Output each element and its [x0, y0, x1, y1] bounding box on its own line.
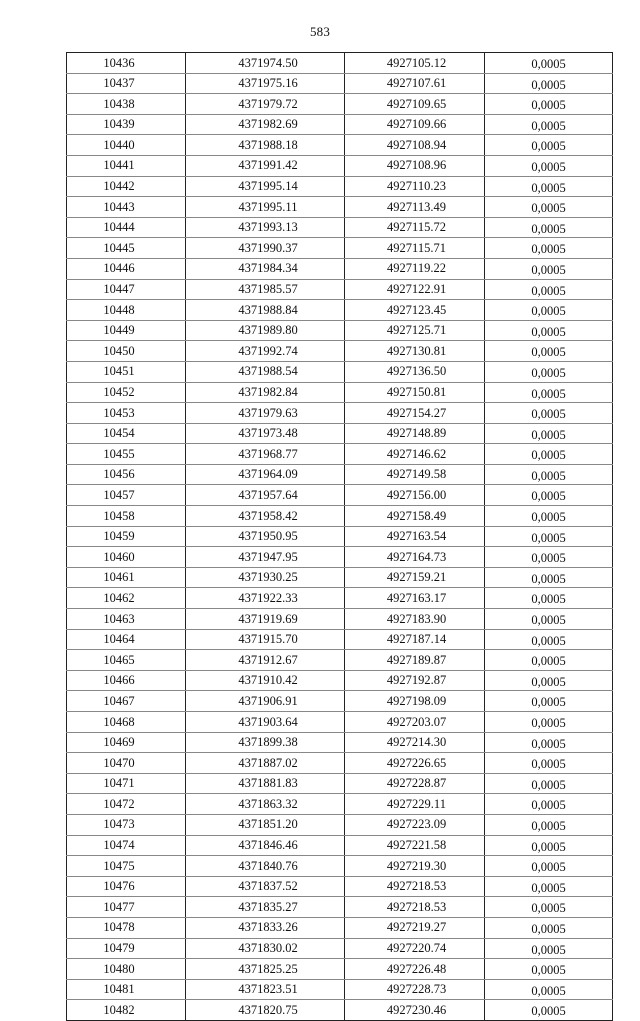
- point-number-cell: 10463: [67, 609, 186, 630]
- tolerance-cell: 0,0005: [485, 423, 613, 444]
- tolerance-cell: 0,0005: [485, 73, 613, 94]
- table-row: [67, 506, 613, 527]
- point-number-cell: 10449: [67, 320, 186, 341]
- x-coordinate-cell: 4371988.84: [186, 300, 345, 321]
- tolerance-cell: 0,0005: [485, 320, 613, 341]
- tolerance-cell: 0,0005: [485, 856, 613, 877]
- y-coordinate-cell: 4927154.27: [345, 403, 485, 424]
- tolerance-cell: 0,0005: [485, 94, 613, 115]
- tolerance-cell: 0,0005: [485, 444, 613, 465]
- y-coordinate-cell: 4927159.21: [345, 567, 485, 588]
- tolerance-cell: 0,0005: [485, 155, 613, 176]
- x-coordinate-cell: 4371820.75: [186, 1000, 345, 1021]
- x-coordinate-cell: 4371846.46: [186, 835, 345, 856]
- y-coordinate-cell: 4927192.87: [345, 670, 485, 691]
- point-number-cell: 10476: [67, 876, 186, 897]
- tolerance-cell: 0,0005: [485, 712, 613, 733]
- point-number-cell: 10451: [67, 361, 186, 382]
- x-coordinate-cell: 4371910.42: [186, 670, 345, 691]
- x-coordinate-cell: 4371979.72: [186, 94, 345, 115]
- table-row: [67, 547, 613, 568]
- x-coordinate-cell: 4371989.80: [186, 320, 345, 341]
- table-row: [67, 485, 613, 506]
- tolerance-cell: 0,0005: [485, 176, 613, 197]
- x-coordinate-cell: 4371912.67: [186, 650, 345, 671]
- y-coordinate-cell: 4927108.96: [345, 155, 485, 176]
- tolerance-cell: 0,0005: [485, 897, 613, 918]
- y-coordinate-cell: 4927219.27: [345, 917, 485, 938]
- x-coordinate-cell: 4371915.70: [186, 629, 345, 650]
- table-row: [67, 94, 613, 115]
- y-coordinate-cell: 4927164.73: [345, 547, 485, 568]
- y-coordinate-cell: 4927221.58: [345, 835, 485, 856]
- y-coordinate-cell: 4927189.87: [345, 650, 485, 671]
- tolerance-cell: 0,0005: [485, 753, 613, 774]
- tolerance-cell: 0,0005: [485, 691, 613, 712]
- tolerance-cell: 0,0005: [485, 588, 613, 609]
- x-coordinate-cell: 4371835.27: [186, 897, 345, 918]
- table-row: [67, 959, 613, 980]
- table-row: [67, 464, 613, 485]
- tolerance-cell: 0,0005: [485, 217, 613, 238]
- tolerance-cell: 0,0005: [485, 361, 613, 382]
- point-number-cell: 10460: [67, 547, 186, 568]
- coordinates-table: [66, 52, 613, 1021]
- table-row: [67, 938, 613, 959]
- coordinates-table-body: [67, 53, 613, 1021]
- tolerance-cell: 0,0005: [485, 650, 613, 671]
- table-row: [67, 444, 613, 465]
- tolerance-cell: 0,0005: [485, 485, 613, 506]
- point-number-cell: 10481: [67, 979, 186, 1000]
- tolerance-cell: 0,0005: [485, 526, 613, 547]
- coordinates-table-container: [66, 52, 612, 1021]
- point-number-cell: 10439: [67, 114, 186, 135]
- y-coordinate-cell: 4927119.22: [345, 258, 485, 279]
- x-coordinate-cell: 4371975.16: [186, 73, 345, 94]
- tolerance-cell: 0,0005: [485, 300, 613, 321]
- x-coordinate-cell: 4371887.02: [186, 753, 345, 774]
- tolerance-cell: 0,0005: [485, 382, 613, 403]
- x-coordinate-cell: 4371840.76: [186, 856, 345, 877]
- point-number-cell: 10447: [67, 279, 186, 300]
- table-row: [67, 814, 613, 835]
- point-number-cell: 10471: [67, 773, 186, 794]
- y-coordinate-cell: 4927158.49: [345, 506, 485, 527]
- x-coordinate-cell: 4371837.52: [186, 876, 345, 897]
- x-coordinate-cell: 4371823.51: [186, 979, 345, 1000]
- point-number-cell: 10441: [67, 155, 186, 176]
- x-coordinate-cell: 4371991.42: [186, 155, 345, 176]
- y-coordinate-cell: 4927130.81: [345, 341, 485, 362]
- y-coordinate-cell: 4927122.91: [345, 279, 485, 300]
- x-coordinate-cell: 4371985.57: [186, 279, 345, 300]
- tolerance-cell: 0,0005: [485, 258, 613, 279]
- point-number-cell: 10472: [67, 794, 186, 815]
- x-coordinate-cell: 4371957.64: [186, 485, 345, 506]
- x-coordinate-cell: 4371899.38: [186, 732, 345, 753]
- point-number-cell: 10444: [67, 217, 186, 238]
- x-coordinate-cell: 4371851.20: [186, 814, 345, 835]
- x-coordinate-cell: 4371825.25: [186, 959, 345, 980]
- x-coordinate-cell: 4371958.42: [186, 506, 345, 527]
- table-row: [67, 320, 613, 341]
- table-row: [67, 300, 613, 321]
- tolerance-cell: 0,0005: [485, 114, 613, 135]
- x-coordinate-cell: 4371982.69: [186, 114, 345, 135]
- point-number-cell: 10446: [67, 258, 186, 279]
- y-coordinate-cell: 4927156.00: [345, 485, 485, 506]
- table-row: [67, 670, 613, 691]
- point-number-cell: 10461: [67, 567, 186, 588]
- table-row: [67, 73, 613, 94]
- x-coordinate-cell: 4371833.26: [186, 917, 345, 938]
- y-coordinate-cell: 4927110.23: [345, 176, 485, 197]
- x-coordinate-cell: 4371982.84: [186, 382, 345, 403]
- y-coordinate-cell: 4927149.58: [345, 464, 485, 485]
- tolerance-cell: 0,0005: [485, 670, 613, 691]
- table-row: [67, 1000, 613, 1021]
- table-row: [67, 53, 613, 74]
- tolerance-cell: 0,0005: [485, 567, 613, 588]
- table-row: [67, 856, 613, 877]
- tolerance-cell: 0,0005: [485, 938, 613, 959]
- table-row: [67, 382, 613, 403]
- table-row: [67, 712, 613, 733]
- x-coordinate-cell: 4371830.02: [186, 938, 345, 959]
- point-number-cell: 10443: [67, 197, 186, 218]
- y-coordinate-cell: 4927109.66: [345, 114, 485, 135]
- table-row: [67, 917, 613, 938]
- y-coordinate-cell: 4927109.65: [345, 94, 485, 115]
- point-number-cell: 10464: [67, 629, 186, 650]
- y-coordinate-cell: 4927146.62: [345, 444, 485, 465]
- x-coordinate-cell: 4371995.14: [186, 176, 345, 197]
- point-number-cell: 10479: [67, 938, 186, 959]
- tolerance-cell: 0,0005: [485, 506, 613, 527]
- point-number-cell: 10480: [67, 959, 186, 980]
- tolerance-cell: 0,0005: [485, 403, 613, 424]
- y-coordinate-cell: 4927163.17: [345, 588, 485, 609]
- x-coordinate-cell: 4371984.34: [186, 258, 345, 279]
- x-coordinate-cell: 4371973.48: [186, 423, 345, 444]
- tolerance-cell: 0,0005: [485, 732, 613, 753]
- y-coordinate-cell: 4927219.30: [345, 856, 485, 877]
- table-row: [67, 794, 613, 815]
- tolerance-cell: 0,0005: [485, 876, 613, 897]
- x-coordinate-cell: 4371881.83: [186, 773, 345, 794]
- table-row: [67, 423, 613, 444]
- y-coordinate-cell: 4927214.30: [345, 732, 485, 753]
- table-row: [67, 258, 613, 279]
- table-row: [67, 279, 613, 300]
- table-row: [67, 753, 613, 774]
- x-coordinate-cell: 4371947.95: [186, 547, 345, 568]
- table-row: [67, 979, 613, 1000]
- point-number-cell: 10473: [67, 814, 186, 835]
- y-coordinate-cell: 4927113.49: [345, 197, 485, 218]
- point-number-cell: 10453: [67, 403, 186, 424]
- tolerance-cell: 0,0005: [485, 917, 613, 938]
- table-row: [67, 629, 613, 650]
- y-coordinate-cell: 4927229.11: [345, 794, 485, 815]
- y-coordinate-cell: 4927163.54: [345, 526, 485, 547]
- y-coordinate-cell: 4927108.94: [345, 135, 485, 156]
- point-number-cell: 10467: [67, 691, 186, 712]
- table-row: [67, 114, 613, 135]
- y-coordinate-cell: 4927123.45: [345, 300, 485, 321]
- x-coordinate-cell: 4371922.33: [186, 588, 345, 609]
- x-coordinate-cell: 4371979.63: [186, 403, 345, 424]
- y-coordinate-cell: 4927223.09: [345, 814, 485, 835]
- x-coordinate-cell: 4371930.25: [186, 567, 345, 588]
- tolerance-cell: 0,0005: [485, 794, 613, 815]
- table-row: [67, 176, 613, 197]
- table-row: [67, 732, 613, 753]
- tolerance-cell: 0,0005: [485, 135, 613, 156]
- y-coordinate-cell: 4927183.90: [345, 609, 485, 630]
- point-number-cell: 10470: [67, 753, 186, 774]
- y-coordinate-cell: 4927148.89: [345, 423, 485, 444]
- x-coordinate-cell: 4371993.13: [186, 217, 345, 238]
- tolerance-cell: 0,0005: [485, 1000, 613, 1021]
- x-coordinate-cell: 4371988.18: [186, 135, 345, 156]
- point-number-cell: 10448: [67, 300, 186, 321]
- table-row: [67, 650, 613, 671]
- tolerance-cell: 0,0005: [485, 629, 613, 650]
- x-coordinate-cell: 4371992.74: [186, 341, 345, 362]
- table-row: [67, 238, 613, 259]
- point-number-cell: 10458: [67, 506, 186, 527]
- tolerance-cell: 0,0005: [485, 197, 613, 218]
- x-coordinate-cell: 4371964.09: [186, 464, 345, 485]
- x-coordinate-cell: 4371903.64: [186, 712, 345, 733]
- table-row: [67, 773, 613, 794]
- y-coordinate-cell: 4927107.61: [345, 73, 485, 94]
- y-coordinate-cell: 4927136.50: [345, 361, 485, 382]
- x-coordinate-cell: 4371974.50: [186, 53, 345, 74]
- y-coordinate-cell: 4927228.73: [345, 979, 485, 1000]
- y-coordinate-cell: 4927226.65: [345, 753, 485, 774]
- table-row: [67, 361, 613, 382]
- x-coordinate-cell: 4371950.95: [186, 526, 345, 547]
- point-number-cell: 10445: [67, 238, 186, 259]
- x-coordinate-cell: 4371995.11: [186, 197, 345, 218]
- y-coordinate-cell: 4927218.53: [345, 897, 485, 918]
- point-number-cell: 10452: [67, 382, 186, 403]
- table-row: [67, 897, 613, 918]
- point-number-cell: 10478: [67, 917, 186, 938]
- y-coordinate-cell: 4927125.71: [345, 320, 485, 341]
- x-coordinate-cell: 4371906.91: [186, 691, 345, 712]
- tolerance-cell: 0,0005: [485, 341, 613, 362]
- point-number-cell: 10450: [67, 341, 186, 362]
- table-row: [67, 526, 613, 547]
- point-number-cell: 10437: [67, 73, 186, 94]
- point-number-cell: 10482: [67, 1000, 186, 1021]
- point-number-cell: 10468: [67, 712, 186, 733]
- y-coordinate-cell: 4927226.48: [345, 959, 485, 980]
- y-coordinate-cell: 4927198.09: [345, 691, 485, 712]
- y-coordinate-cell: 4927115.72: [345, 217, 485, 238]
- y-coordinate-cell: 4927218.53: [345, 876, 485, 897]
- y-coordinate-cell: 4927150.81: [345, 382, 485, 403]
- y-coordinate-cell: 4927187.14: [345, 629, 485, 650]
- table-row: [67, 403, 613, 424]
- table-row: [67, 155, 613, 176]
- table-row: [67, 835, 613, 856]
- tolerance-cell: 0,0005: [485, 773, 613, 794]
- table-row: [67, 567, 613, 588]
- point-number-cell: 10459: [67, 526, 186, 547]
- point-number-cell: 10457: [67, 485, 186, 506]
- tolerance-cell: 0,0005: [485, 238, 613, 259]
- page-number: 583: [309, 24, 331, 39]
- table-row: [67, 341, 613, 362]
- y-coordinate-cell: 4927230.46: [345, 1000, 485, 1021]
- tolerance-cell: 0,0005: [485, 53, 613, 74]
- point-number-cell: 10442: [67, 176, 186, 197]
- tolerance-cell: 0,0005: [485, 835, 613, 856]
- x-coordinate-cell: 4371863.32: [186, 794, 345, 815]
- point-number-cell: 10455: [67, 444, 186, 465]
- point-number-cell: 10477: [67, 897, 186, 918]
- point-number-cell: 10436: [67, 53, 186, 74]
- point-number-cell: 10438: [67, 94, 186, 115]
- point-number-cell: 10474: [67, 835, 186, 856]
- x-coordinate-cell: 4371968.77: [186, 444, 345, 465]
- point-number-cell: 10466: [67, 670, 186, 691]
- table-row: [67, 135, 613, 156]
- point-number-cell: 10475: [67, 856, 186, 877]
- table-row: [67, 217, 613, 238]
- table-row: [67, 691, 613, 712]
- tolerance-cell: 0,0005: [485, 959, 613, 980]
- tolerance-cell: 0,0005: [485, 464, 613, 485]
- y-coordinate-cell: 4927105.12: [345, 53, 485, 74]
- tolerance-cell: 0,0005: [485, 279, 613, 300]
- point-number-cell: 10456: [67, 464, 186, 485]
- point-number-cell: 10469: [67, 732, 186, 753]
- x-coordinate-cell: 4371988.54: [186, 361, 345, 382]
- tolerance-cell: 0,0005: [485, 979, 613, 1000]
- y-coordinate-cell: 4927203.07: [345, 712, 485, 733]
- y-coordinate-cell: 4927220.74: [345, 938, 485, 959]
- table-row: [67, 197, 613, 218]
- x-coordinate-cell: 4371990.37: [186, 238, 345, 259]
- tolerance-cell: 0,0005: [485, 547, 613, 568]
- table-row: [67, 876, 613, 897]
- x-coordinate-cell: 4371919.69: [186, 609, 345, 630]
- tolerance-cell: 0,0005: [485, 814, 613, 835]
- table-row: [67, 588, 613, 609]
- point-number-cell: 10465: [67, 650, 186, 671]
- table-row: [67, 609, 613, 630]
- point-number-cell: 10454: [67, 423, 186, 444]
- point-number-cell: 10462: [67, 588, 186, 609]
- y-coordinate-cell: 4927228.87: [345, 773, 485, 794]
- y-coordinate-cell: 4927115.71: [345, 238, 485, 259]
- tolerance-cell: 0,0005: [485, 609, 613, 630]
- point-number-cell: 10440: [67, 135, 186, 156]
